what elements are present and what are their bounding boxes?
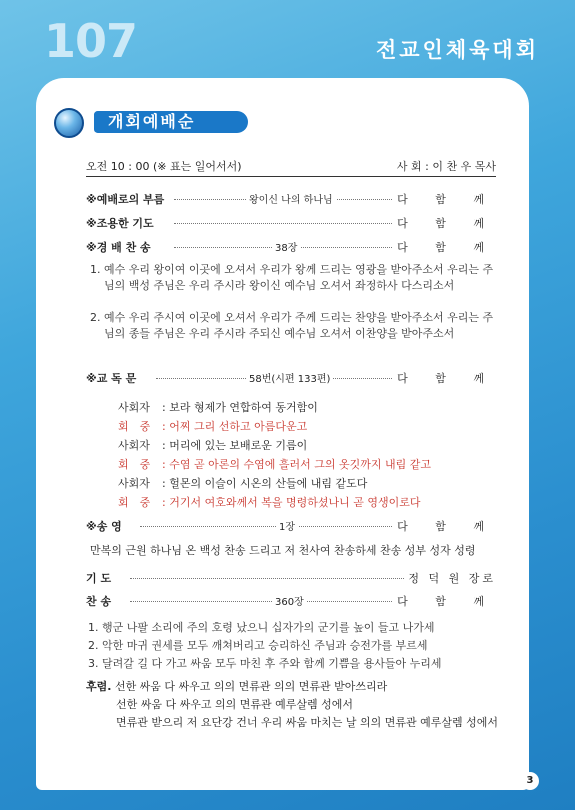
responsive-line: 사회자 : 헐몬의 이슬이 시온의 산들에 내림 같도다: [118, 477, 368, 490]
item-label: ※경 배 찬 송: [86, 241, 151, 254]
hymn-verse: 2. 악한 마귀 권세를 모두 깨쳐버리고 승리하신 주님과 승전가를 부르세: [88, 639, 428, 652]
item-responder: 다 함 께: [393, 518, 496, 534]
item-label: ※예배로의 부름: [86, 193, 165, 206]
program-item-hymn1: [86, 239, 496, 255]
event-number: 107: [44, 14, 138, 68]
responsive-line: 사회자 : 보라 형제가 연합하여 동거함이: [118, 401, 318, 414]
responsive-line: 회 중 : 수염 곧 아론의 수염에 흘러서 그의 옷깃까지 내림 같고: [118, 458, 431, 471]
refrain: 후렴. 선한 싸움 다 싸우고 의의 면류관 의의 면류관 받아쓰리라 선한 싸움 다 싸우고 의의 면류관 예루살렘 성에서 면류관 받으리 저 요단강 건너 우리 싸움 마치는 날 의의 면류관 예루살렘 성에서: [86, 680, 498, 729]
program-item-reading: [86, 370, 496, 386]
hymn-verse: 3. 달려갈 길 다 가고 싸움 모두 마친 후 주와 함께 기쁨을 용사들아 누리세: [88, 657, 442, 670]
item-detail: 1장: [276, 518, 298, 533]
item-responder: 정 덕 원 장로: [404, 570, 496, 586]
item-detail: 왕이신 나의 하나님: [246, 191, 336, 206]
hymn-verse: 2. 예수 우리 주시여 이곳에 오셔서 우리가 주께 드리는 찬양을 받아주소서 우리는 주님의 종들 주님은 우리 주시라 주되신 예수님 오셔서 이찬양을 받아주소서: [90, 311, 494, 340]
hymn-verse: 1. 예수 우리 왕이여 이곳에 오셔서 우리가 왕께 드리는 영광을 받아주소서 우리는 주님의 백성 주님은 우리 주시라 왕이신 예수님 오셔서 좌정하사 다스리소서: [90, 263, 494, 292]
service-time: 오전 10 : 00 (※ 표는 일어서서): [86, 160, 242, 173]
program-item-call: [86, 191, 496, 207]
service-leader: 사 회 : 이 찬 우 목사: [396, 160, 496, 173]
program-item-prayer: [86, 215, 496, 231]
section-title: 개회예배순: [94, 111, 248, 133]
program-item-doxology: [86, 518, 496, 534]
info-row: [86, 158, 496, 177]
page-number: 3: [521, 772, 539, 790]
responsive-line: 사회자 : 머리에 있는 보배로운 기름이: [118, 439, 308, 452]
item-responder: 다 함 께: [393, 215, 496, 231]
event-title: 전교인체육대회: [375, 38, 539, 62]
section-heading: [54, 107, 264, 135]
item-label: ※교 독 문: [86, 372, 137, 385]
hymn-verse: 1. 행군 나팔 소리에 주의 호령 났으니 십자가의 군기를 높이 들고 나가세: [88, 621, 435, 634]
item-detail: 58번(시편 133편): [246, 370, 333, 385]
item-responder: 다 함 께: [393, 370, 496, 386]
program-item-hymn3: [86, 593, 496, 609]
item-responder: 다 함 께: [393, 593, 496, 609]
item-responder: 다 함 께: [393, 191, 496, 207]
program-item-prayer2: [86, 570, 496, 586]
item-detail: 360장: [272, 593, 307, 608]
top-banner: [0, 0, 575, 80]
program-card: [36, 78, 529, 790]
bullet-ball-icon: [54, 108, 84, 138]
item-label: 찬 송: [86, 595, 112, 608]
refrain-label: 후렴.: [86, 680, 112, 693]
item-detail: 38장: [272, 239, 300, 254]
dot-leader: [130, 578, 414, 579]
item-responder: 다 함 께: [393, 239, 496, 255]
item-label: ※송 영: [86, 520, 122, 533]
responsive-line: 회 중 : 어찌 그리 선하고 아름다운고: [118, 420, 308, 433]
responsive-line: 회 중 : 거기서 여호와께서 복을 명령하셨나니 곧 영생이로다: [118, 496, 421, 509]
item-label: 기 도: [86, 572, 112, 585]
item-label: ※조용한 기도: [86, 217, 154, 230]
doxology-text: 만복의 근원 하나님 온 백성 찬송 드리고 저 천사여 찬송하세 찬송 성부 성자 성령: [90, 544, 476, 557]
